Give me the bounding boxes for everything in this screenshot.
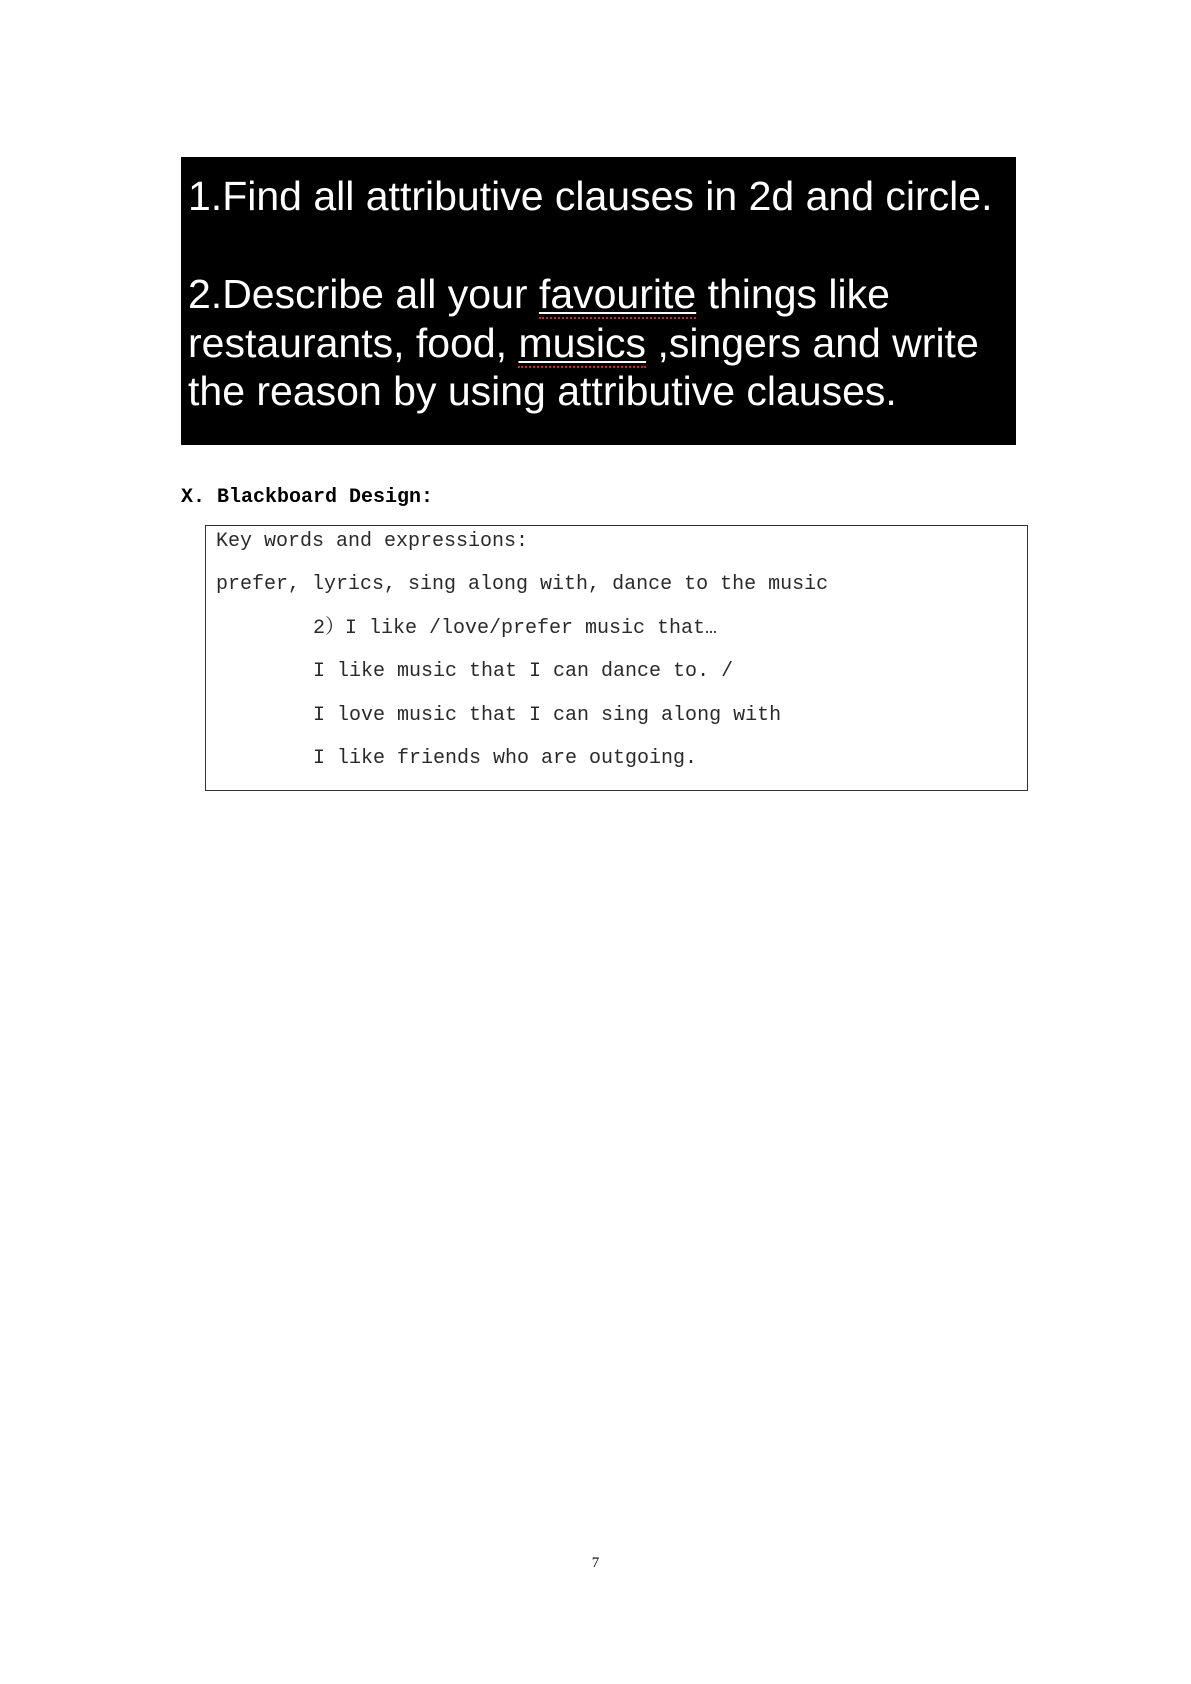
slide-image [181, 157, 1016, 445]
board-line-example-2: I love music that I can sing along with [313, 703, 782, 727]
page-number: 7 [591, 1555, 600, 1571]
slide-text-segment: ,singers and write [646, 320, 979, 366]
board-line-key-words-title: Key words and expressions: [216, 530, 529, 553]
slide-task-2-line-2 [188, 319, 979, 368]
slide-text-segment: 2.Describe all your [188, 271, 539, 317]
blackboard-design-box [205, 525, 1028, 791]
slide-task-2-line-3: the reason by using attributive clauses. [188, 368, 897, 414]
board-line-pattern: 2）I like /love/prefer music that… [313, 616, 718, 640]
slide-task-2-line-1 [188, 270, 890, 319]
board-line-key-words: prefer, lyrics, sing along with, dance to the music [216, 573, 829, 597]
slide-task-1: 1.Find all attributive clauses in 2d and circle. [188, 173, 993, 219]
musics-word: musics [518, 320, 647, 366]
board-line-example-1: I like music that I can dance to. / [313, 660, 734, 684]
slide-text-segment: things like [696, 271, 890, 317]
section-heading: X. Blackboard Design: [181, 486, 434, 509]
favourite-word: favourite [538, 271, 697, 317]
slide-text-segment: restaurants, food, [188, 320, 519, 366]
board-line-example-3: I like friends who are outgoing. [313, 746, 698, 770]
